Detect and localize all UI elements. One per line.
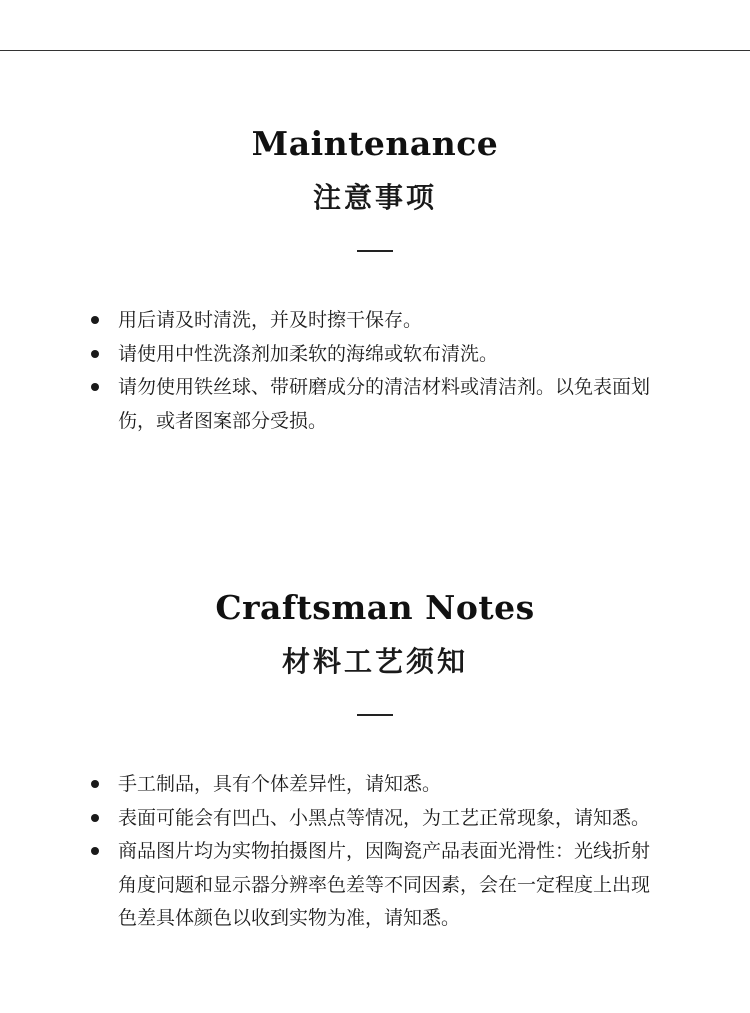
craftsman-title-zh: 材料工艺须知	[281, 645, 468, 678]
craftsman-divider	[357, 714, 393, 716]
bullet-dot-icon	[91, 780, 99, 788]
craftsman-section	[0, 582, 750, 929]
list-item	[90, 802, 660, 836]
bullet-dot-icon	[91, 383, 99, 391]
craftsman-title-en: Craftsman Notes	[215, 588, 535, 627]
list-item	[90, 768, 660, 802]
craftsman-list	[90, 768, 660, 936]
list-item-text: 表面可能会有凹凸、小黑点等情况，为工艺正常现象，请知悉。	[118, 806, 651, 829]
maintenance-title-en: Maintenance	[251, 124, 499, 163]
bullet-dot-icon	[91, 847, 99, 855]
list-item-text: 用后请及时清洗，并及时擦干保存。	[118, 309, 423, 331]
list-item-text: 手工制品，具有个体差异性，请知悉。	[118, 773, 442, 795]
list-item	[90, 835, 660, 936]
bullet-dot-icon	[91, 814, 99, 822]
maintenance-divider	[357, 250, 393, 252]
bullet-dot-icon	[91, 350, 99, 358]
bullet-dot-icon	[91, 316, 99, 324]
maintenance-section	[0, 118, 750, 432]
list-item-text: 商品图片均为实物拍摄图片，因陶瓷产品表面光滑性：光线折射角度问题和显示器分辨率色差等不同因素，会在一定程度上出现色差具体颜色以收到实物为准，请知悉。	[118, 840, 651, 929]
top-divider-line	[0, 50, 750, 51]
maintenance-title-zh: 注意事项	[312, 181, 437, 214]
list-item	[90, 371, 660, 438]
list-item	[90, 338, 660, 372]
list-item-text: 请使用中性洗涤剂加柔软的海绵或软布清洗。	[118, 342, 499, 365]
list-item	[90, 304, 660, 338]
maintenance-list	[90, 304, 660, 438]
list-item-text: 请勿使用铁丝球、带研磨成分的清洁材料或清洁剂。以免表面划伤，或者图案部分受损。	[118, 376, 651, 432]
